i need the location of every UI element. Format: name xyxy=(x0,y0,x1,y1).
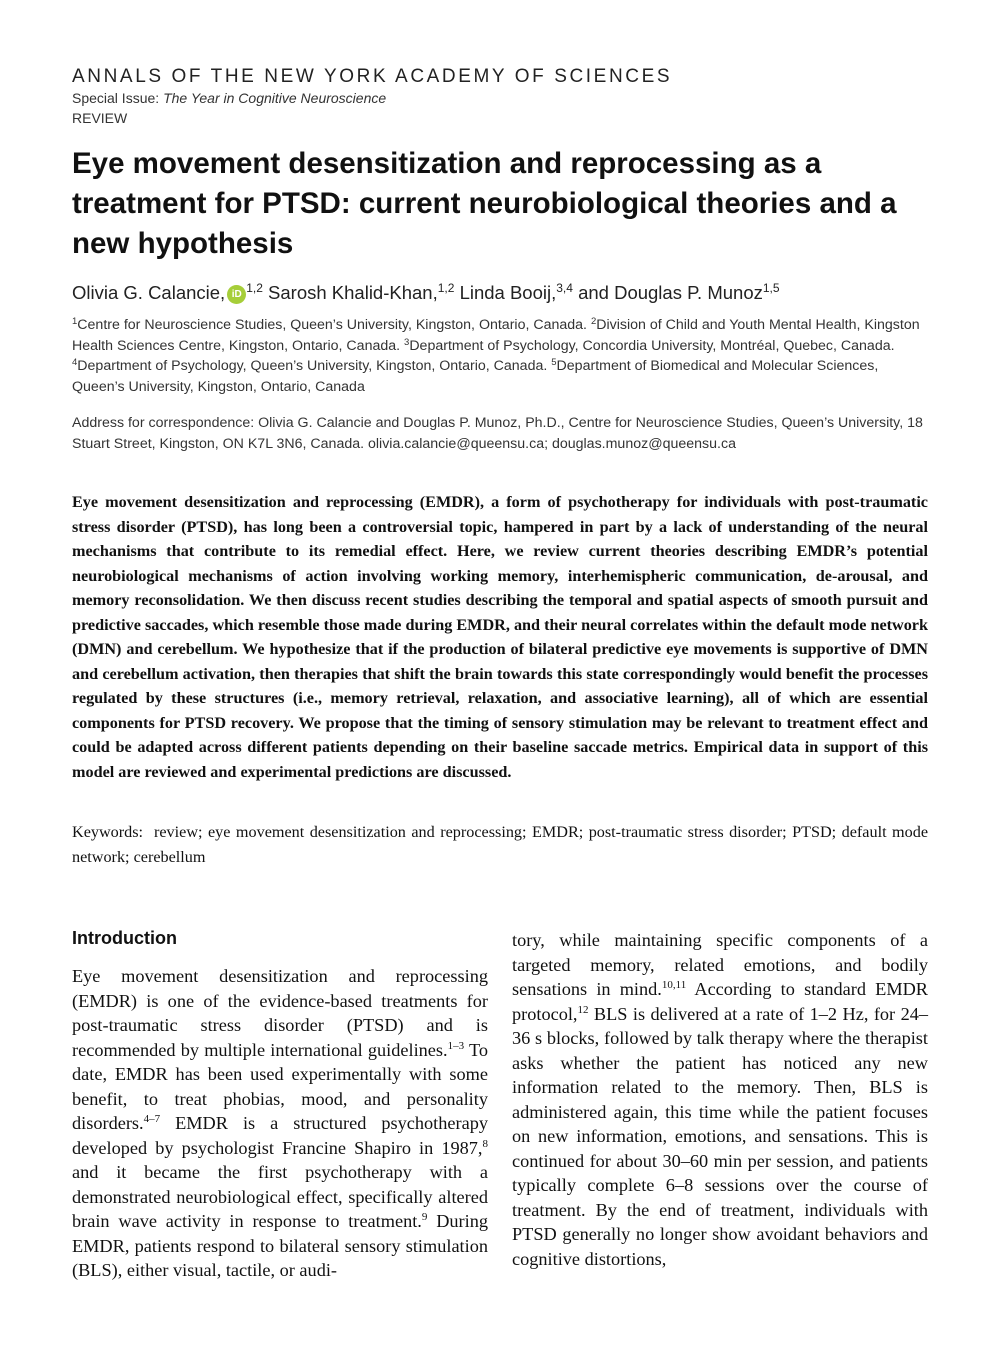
affiliation-text: Centre for Neuroscience Studies, Queen’s University, Kingston, Ontario, Canada. xyxy=(77,317,591,333)
special-issue-title: The Year in Cognitive Neuroscience xyxy=(163,90,387,106)
affiliation-number: 5 xyxy=(551,357,557,368)
keywords xyxy=(72,820,928,869)
citation-marker: 1–3 xyxy=(447,1039,465,1052)
affiliation-text: Division of Child and Youth Mental Health, Kingston Health Sciences Centre, Kingston, Ontario, Canada. xyxy=(72,317,920,354)
author-affiliation-marker: 3,4 xyxy=(556,281,573,295)
body-column-left xyxy=(72,964,488,1283)
body-text: Eye movement desensitization and reprocessing (EMDR) is one of the evidence-based treatments for post-traumatic stress disorder (PTSD) and is recommended by multiple international guidelines. xyxy=(72,966,488,1060)
author-affiliation-marker: 1,2 xyxy=(437,281,455,295)
affiliation-number: 2 xyxy=(590,316,597,327)
author-affiliation-marker: 1,5 xyxy=(762,281,780,295)
author-name: and Douglas P. Munoz xyxy=(578,282,763,303)
abstract: Eye movement desensitization and reprocessing (EMDR), a form of psychotherapy for individuals with post-traumatic stress disorder (PTSD), has long been a controversial topic, hampered in part by a lack of understanding of the neural mechanisms that contribute to its remedial effect. Here, we review current theories describing EMDR’s potential neurobiological mechanisms of action involving working memory, interhemispheric communication, de-arousal, and memory reconsolidation. We then discuss recent studies describing the temporal and spatial aspects of smooth pursuit and predictive saccades, which resemble those made during EMDR, and their neural correlates within the default mode network (DMN) and cerebellum. We hypothesize that if the production of bilateral predictive eye movements is supportive of DMN and cerebellum activation, then therapies that shift the brain towards this state correspondingly would benefit the processes regulated by these structures (i.e., memory retrieval, relaxation, and associative learning), all of which are essential components for PTSD recovery. We propose that the timing of sensory stimulation may be relevant to treatment effect and could be adapted across different patients depending on their baseline saccade metrics. Empirical data in support of this model are reviewed and experimental predictions are discussed. xyxy=(72,493,928,781)
affiliation-number: 1 xyxy=(72,316,78,327)
keywords-label: Keywords: xyxy=(72,823,144,841)
affiliation-number: 3 xyxy=(404,336,410,348)
body-text: EMDR is a structured psychotherapy developed by psychologist Francine Shapiro in 1987, xyxy=(72,1113,488,1158)
article-title: Eye movement desensitization and reprocessing as a treatment for PTSD: current neurobiological theories and a new hypothesis xyxy=(72,147,897,260)
affiliations xyxy=(72,315,932,397)
author-name: Linda Booij, xyxy=(459,282,557,303)
citation-marker: 8 xyxy=(482,1137,488,1150)
affiliation-text: Department of Biomedical and Molecular Sciences, Queen’s University, Kingston, Ontario, Canada xyxy=(72,358,879,395)
body-text: and it became the first psychotherapy with a demonstrated neurobiological effect, specifically altered brain wave activity in response to treatment. xyxy=(72,1162,488,1231)
author-list xyxy=(72,282,780,304)
body-text: tory, while maintaining specific components of a targeted memory, related emotions, and bodily sensations in mind. xyxy=(512,930,928,999)
author-name: Olivia G. Calancie, xyxy=(72,282,226,303)
special-issue-line xyxy=(72,90,386,106)
section-heading-introduction: Introduction xyxy=(72,928,177,948)
citation-marker: 10,11 xyxy=(661,979,687,991)
journal-name: ANNALS OF THE NEW YORK ACADEMY OF SCIENCES xyxy=(72,66,673,87)
citation-marker: 9 xyxy=(421,1211,428,1223)
body-text: During EMDR, patients respond to bilateral sensory stimulation (BLS), either visual, tactile, or audi- xyxy=(72,1211,488,1280)
body-column-right xyxy=(512,928,928,1271)
special-issue-prefix: Special Issue: xyxy=(72,90,164,106)
orcid-icon[interactable]: iD xyxy=(227,285,246,304)
author-affiliation-marker: 1,2 xyxy=(246,281,263,295)
body-text: According to standard EMDR protocol, xyxy=(512,979,928,1024)
citation-marker: 12 xyxy=(577,1003,589,1016)
article-type: REVIEW xyxy=(72,110,128,126)
body-text: BLS is delivered at a rate of 1–2 Hz, for 24–36 s blocks, followed by talk therapy where the therapist asks whether the patient has noticed any new information related to the memory. Then, BLS is administered again, this time while the patient focuses on new information, emotions, and sensations. This is continued for about 30–60 min per session, and patients typically complete 6–8 sessions over the course of treatment. By the end of treatment, individuals with PTSD generally no longer show avoidant behaviors and cognitive distortions, xyxy=(512,1003,928,1269)
correspondence-address: Address for correspondence: Olivia G. Calancie and Douglas P. Munoz, Ph.D., Centre for Neuroscience Studies, Queen’s University, 18 Stuart Street, Kingston, ON K7L 3N6, Canada. olivia.calancie@queensu.ca; douglas.munoz@queensu.ca xyxy=(72,415,923,452)
affiliation-number: 4 xyxy=(72,357,78,368)
citation-marker: 4–7 xyxy=(143,1113,161,1125)
affiliation-text: Department of Psychology, Concordia University, Montréal, Quebec, Canada. xyxy=(409,337,895,354)
author-name: Sarosh Khalid-Khan, xyxy=(268,282,438,303)
affiliation-text: Department of Psychology, Queen’s University, Kingston, Ontario, Canada. xyxy=(77,358,552,374)
body-text: To date, EMDR has been used experimentally with some benefit, to treat phobias, mood, and personality disorders. xyxy=(72,1039,488,1133)
keywords-text: review; eye movement desensitization and reprocessing; EMDR; post-traumatic stress disorder; PTSD; default mode network; cerebellum xyxy=(72,823,929,866)
